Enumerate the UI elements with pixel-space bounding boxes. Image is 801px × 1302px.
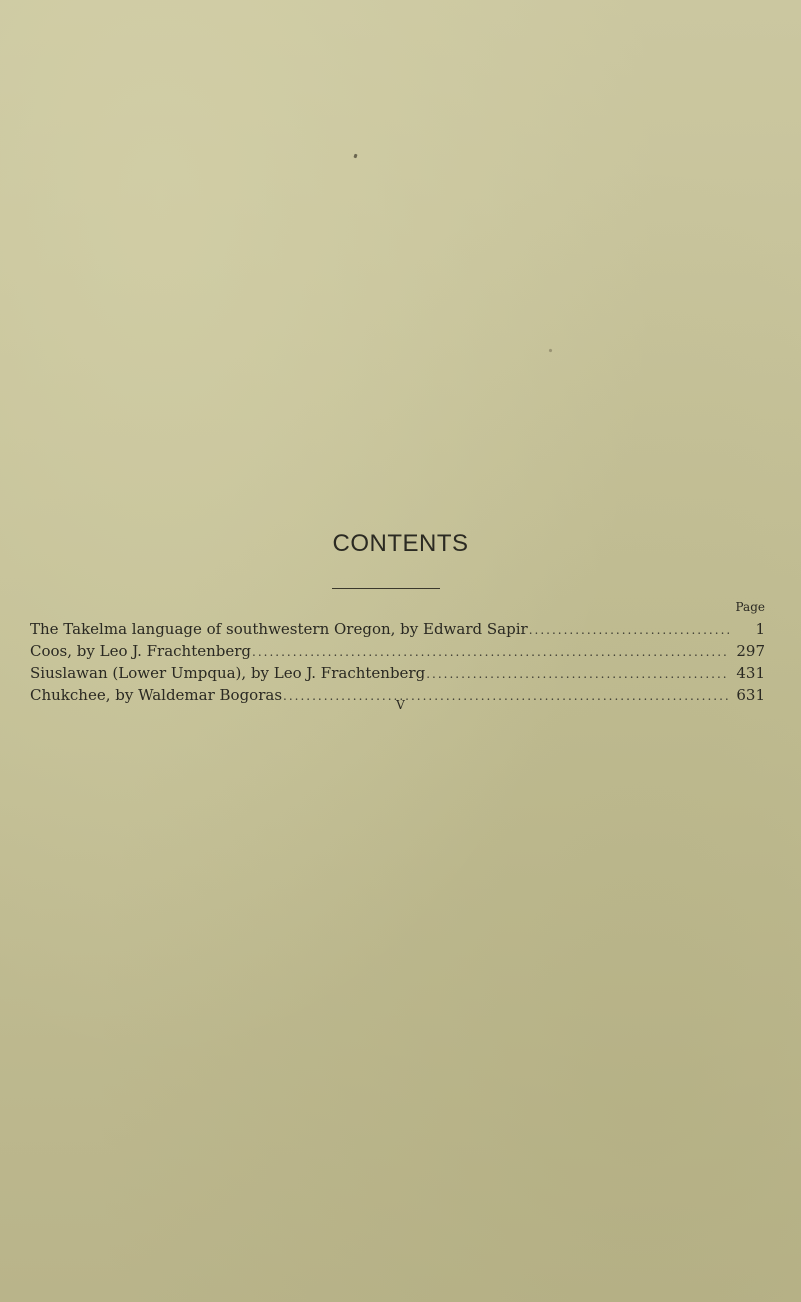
toc-entry-title: The Takelma language of southwestern Oregon, by Edward Sapir: [30, 620, 528, 638]
paper-speck: [549, 349, 553, 353]
toc-entry-title: Coos, by Leo J. Frachtenberg: [30, 642, 252, 660]
page-column-label: Page: [735, 600, 765, 614]
toc-entry-page: 1: [755, 620, 765, 638]
toc-entry: [30, 640, 765, 662]
page-folio: V: [396, 698, 405, 712]
heading-rule: [332, 588, 440, 589]
table-of-contents: [30, 597, 765, 706]
dot-leader: [529, 619, 729, 641]
dot-leader: [252, 641, 728, 663]
toc-entry: [30, 618, 765, 640]
paper-speck: [353, 154, 357, 159]
toc-entry-page: 297: [736, 642, 765, 660]
toc-entry-page: 631: [736, 686, 765, 704]
dot-leader: [426, 663, 728, 685]
toc-entry: [30, 662, 765, 684]
contents-heading: CONTENTS: [332, 530, 469, 557]
toc-entry-title: Chukchee, by Waldemar Bogoras: [30, 686, 283, 704]
toc-entry-page: 431: [736, 664, 765, 682]
toc-entry-title: Siuslawan (Lower Umpqua), by Leo J. Frachtenberg: [30, 664, 426, 682]
